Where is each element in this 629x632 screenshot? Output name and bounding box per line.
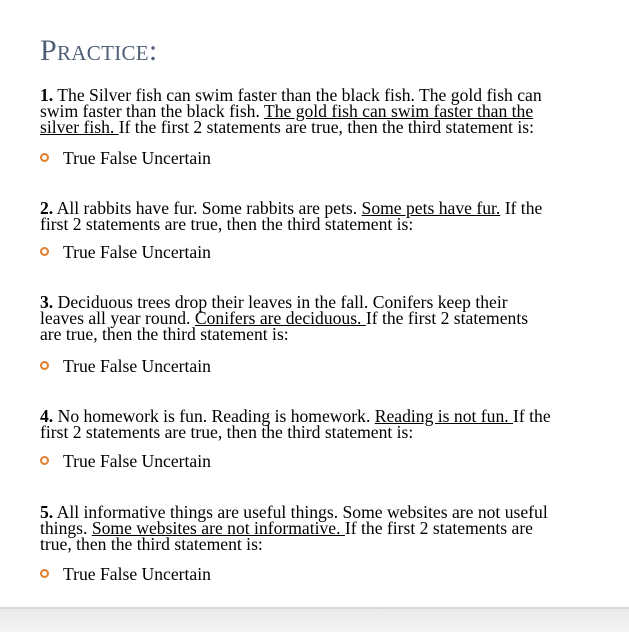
bullet-icon — [40, 153, 49, 162]
question-text: first 2 statements are true, then the third statement is: — [40, 214, 414, 234]
question-text: The Silver fish can swim faster than the black fish. The gold fish can — [57, 85, 542, 105]
options-text: True False Uncertain — [63, 356, 211, 376]
conclusion-statement: The gold fish can swim faster than the — [263, 101, 534, 121]
question-text: are true, then the third statement is: — [40, 324, 289, 344]
conclusion-statement: Conifers are deciduous. — [194, 308, 366, 328]
answer-options-3 — [40, 356, 211, 377]
question-text: Deciduous trees drop their leaves in the fall. Conifers keep their — [57, 292, 508, 312]
question-4 — [40, 408, 629, 440]
conclusion-statement: Reading is not fun. — [374, 406, 514, 426]
slide-bottom-bar — [0, 607, 629, 632]
answer-options-2 — [40, 242, 211, 263]
question-text: first 2 statements are true, then the third statement is: — [40, 422, 414, 442]
bullet-icon — [40, 569, 49, 578]
bullet-icon — [40, 247, 49, 256]
options-text: True False Uncertain — [63, 242, 211, 262]
question-3 — [40, 294, 629, 342]
bullet-icon — [40, 456, 49, 465]
conclusion-statement: silver fish. — [40, 117, 119, 137]
conclusion-statement: Some pets have fur. — [361, 198, 501, 218]
question-text: If the first 2 statements are — [344, 518, 533, 538]
question-text: If the first 2 statements — [365, 308, 529, 328]
question-text: If the — [500, 198, 543, 218]
question-5 — [40, 504, 629, 552]
question-text: If the first 2 statements are true, then the third statement is: — [118, 117, 534, 137]
question-line — [40, 536, 629, 552]
answer-options-5 — [40, 564, 211, 585]
bullet-icon — [40, 361, 49, 370]
question-number: 5. — [40, 502, 54, 522]
options-text: True False Uncertain — [63, 451, 211, 471]
question-text: leaves all year round. — [40, 308, 195, 328]
question-text: No homework is fun. Reading is homework. — [57, 406, 375, 426]
question-number: 3. — [40, 292, 54, 312]
question-number: 1. — [40, 85, 54, 105]
question-text: things. — [40, 518, 92, 538]
question-number: 4. — [40, 406, 54, 426]
question-line — [40, 424, 629, 440]
question-line — [40, 326, 629, 342]
question-text: swim faster than the black fish. — [40, 101, 264, 121]
question-line — [40, 216, 629, 232]
answer-options-4 — [40, 451, 211, 472]
question-1 — [40, 87, 629, 135]
question-2 — [40, 200, 629, 232]
question-number: 2. — [40, 198, 54, 218]
conclusion-statement: Some websites are not informative. — [91, 518, 345, 538]
question-text: If the — [513, 406, 551, 426]
options-text: True False Uncertain — [63, 564, 211, 584]
options-text: True False Uncertain — [63, 148, 211, 168]
slide-title: Practice: — [40, 34, 158, 67]
answer-options-1 — [40, 148, 211, 169]
question-text: true, then the third statement is: — [40, 534, 263, 554]
question-text: All informative things are useful things. Some websites are not useful — [56, 502, 548, 522]
question-line — [40, 119, 629, 135]
question-text: All rabbits have fur. Some rabbits are pets. — [56, 198, 362, 218]
